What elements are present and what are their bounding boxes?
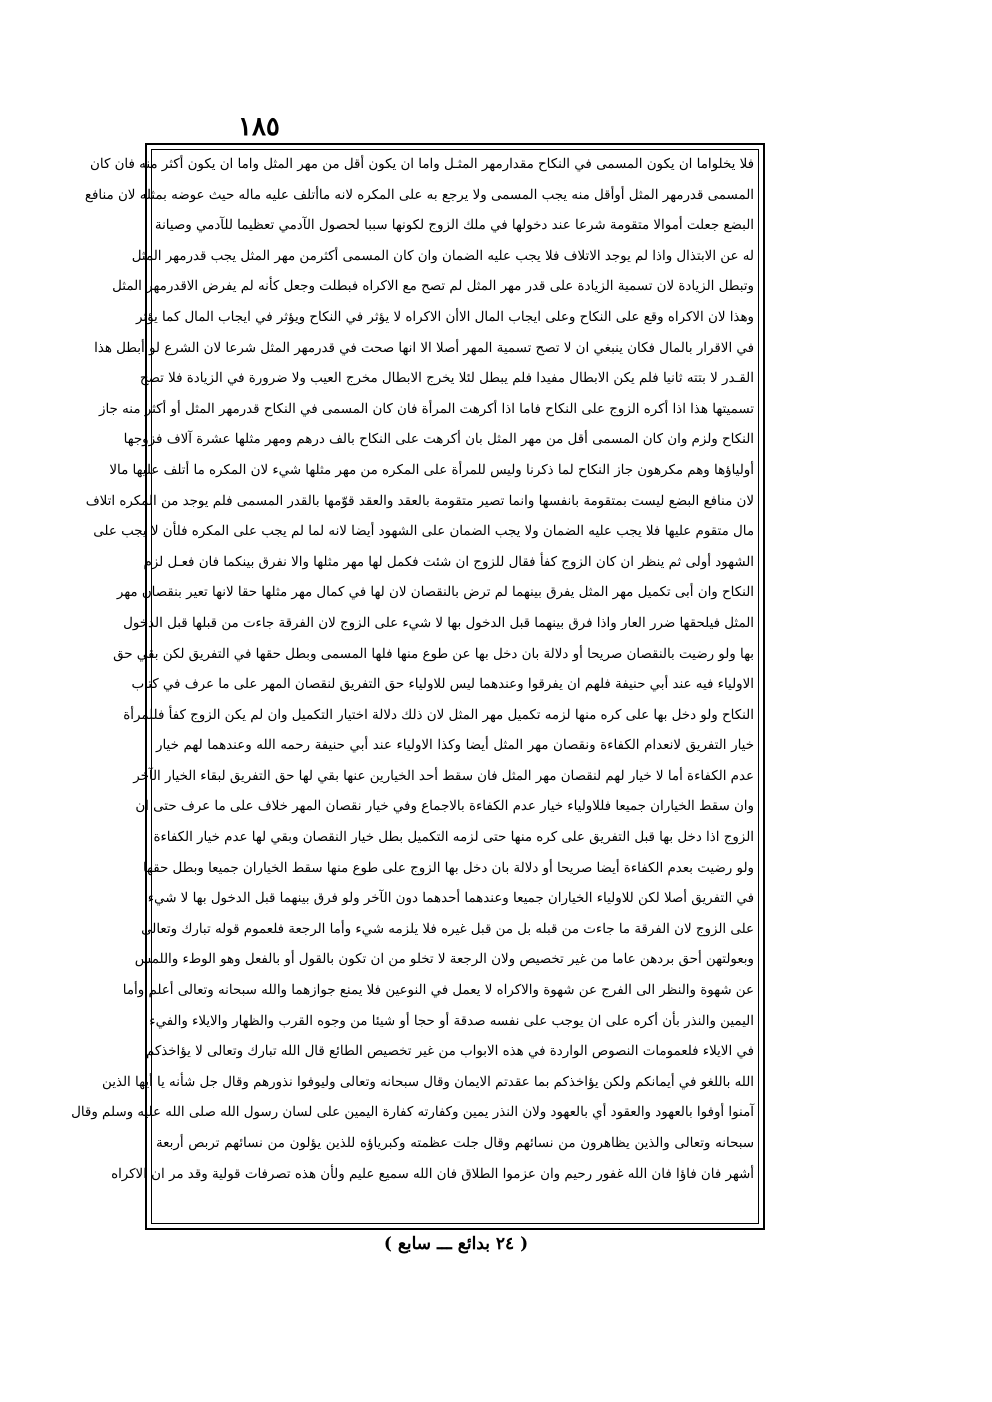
text-line: وتبطل الزيادة لان تسمية الزيادة على قدر مهر المثل لم تصح مع الاكراه فبطلت وجعل كأنه لم يفرض الاقدرمهر المثل [112, 279, 754, 295]
text-line: النكاح ولو دخل بها على كره منها لزمه تكميل مهر المثل لان ذلك دلالة اختيار التكميل وان لم يكن الزوج كفأ فللمرأة [123, 707, 754, 723]
text-line: المسمى قدرمهر المثل أوأقل منه يجب المسمى ولا يرجع به على المكره لانه ماأتلف عليه ماله حيث عوضه بمثله لان منافع [84, 187, 754, 203]
text-line: النكاح ولزم وان كان المسمى أقل من مهر المثل بان أكرهت على النكاح بالف درهم ومهر مثلها عشرة آلاف فزوجها [123, 432, 754, 448]
text-line: في التفريق أصلا لكن للاولياء الخياران جميعا وعندهما أحدهما دون الآخر ولو فرق بينهما قبل الدخول بها لا شيء [147, 891, 754, 907]
text-line: الزوج اذا دخل بها قبل التفريق على كره منها حتى لزمه التكميل بطل خيار النقصان وبقي لها عدم خيار الكفاءة [153, 830, 754, 846]
text-line: تسميتها هذا اذا أكره الزوج على النكاح فاما اذا أكرهت المرأة فان كان المسمى في النكاح قدرمهر المثل أو أكثر منه جاز [99, 401, 754, 417]
text-line: الله باللغو في أيمانكم ولكن يؤاخذكم بما عقدتم الايمان وقال سبحانه وتعالى وليوفوا نذورهم وقال جل شأنه يا أيها الذين [102, 1074, 754, 1090]
text-line: خيار التفريق لانعدام الكفاءة ونقصان مهر المثل أيضا وكذا الاولياء عند أبي حنيفة رحمه الله وعندهما لهم خيار [156, 738, 754, 754]
text-line: الشهود أولى ثم ينظر ان كان الزوج كفأ فقال للزوج ان شئت فكمل لها مهر مثلها والا نفرق بينكما فان فعـل لزم [143, 554, 754, 570]
text-line: في الاقرار بالمال فكان ينبغي ان لا تصح تسمية المهر أصلا الا انها صحت في قدرمهر المثل شرعا لان الشرع لو أبطل هذا [94, 340, 754, 356]
text-line: أولياؤها وهم مكرهون جاز النكاح لما ذكرنا وليس للمرأة على المكره من مهر مثلها شيء لان المكره ما أتلف عليها مالا [109, 462, 754, 478]
text-line: المثل فيلحقها ضرر العار واذا فرق بينهما قبل الدخول بها لا شيء على الزوج لان الفرقة جاءت من قبلها قبل الدخول [123, 615, 754, 631]
text-line: وان سقط الخياران جميعا فللاولياء خيار عدم الكفاءة بالاجماع وفي خيار نقصان المهر خلاف على ما عرف حتى ان [135, 799, 754, 815]
text-line: لان منافع البضع ليست بمتقومة بانفسها وانما تصير متقومة بالعقد والعقد قوّمها بالقدر المسمى فلم يوجد من المكره اتلاف [85, 493, 754, 509]
text-line [156, 1190, 754, 1221]
text-line: فلا يخلواما ان يكون المسمى في النكاح مقدارمهر المثـل واما ان يكون أقل من مهر المثل واما ان يكون أكثر منه فان كان [90, 157, 754, 172]
text-line: له عن الابتذال واذا لم يوجد الاتلاف فلا يجب عليه الضمان وان كان المسمى أكثرمن مهر المثل يجب قدرمهر المثل [131, 248, 754, 264]
text-line: النكاح وان أبى تكميل مهر المثل يفرق بينهما لم ترض بالنقصان لان لها في كمال مهر مثلها حقا لانها تعير بنقصان مهر [116, 585, 754, 601]
text-line: في الايلاء فلعمومات النصوص الواردة في هذه الابواب من غير تخصيص الطائع قال الله تبارك وتعالى لا يؤاخذكم [145, 1044, 754, 1060]
text-line: القـدر لا بتته ثانيا فلم يكن الابطال مفيدا فلم يبطل لئلا يخرج الابطال مخرج العيب ولا ضرورة في الزيادة فلا تصح [139, 371, 754, 387]
text-line: الاولياء فيه عند أبي حنيفة فلهم ان يفرقوا وعندهما ليس للاولياء حق التفريق لنقصان المهر على ما عرف في كتاب [131, 677, 754, 693]
page-number: ١٨٥ [238, 112, 280, 142]
text-line: آمنوا أوفوا بالعهود والعقود أي بالعهود ولان النذر يمين وكفارته كفارة اليمين على لسان رسول الله صلى الله عليه وسلم وقال [71, 1105, 754, 1121]
text-line: مال متقوم عليها فلا يجب عليه الضمان ولا يجب الضمان على الشهود أيضا لانه لما لم يجب على المكره فلأن لا يجب على [93, 524, 754, 540]
body-text [71, 150, 754, 1222]
text-line: وبعولتهن أحق بردهن عاما من غير تخصيص ولان الرجعة لا تخلو من ان تكون بالقول أو بالفعل وهو الوطء واللمس [134, 952, 754, 968]
text-line: البضع جعلت أموالا متقومة شرعا عند دخولها في ملك الزوج لكونها سببا لحصول الآدمي تعظيما للآدمي وصيانة [154, 218, 754, 234]
text-line: وهذا لان الاكراه وقع على النكاح وعلى ايجاب المال الاأن الاكراه لا يؤثر في النكاح ويؤثر في ايجاب المال كما يؤثر [135, 309, 754, 325]
text-line: أشهر فان فاؤا فان الله غفور رحيم وان عزموا الطلاق فان الله سميع عليم ولأن هذه تصرفات قولية وقد مر ان الاكراه [111, 1166, 754, 1182]
text-line: اليمين والنذر بأن أكره على ان يوجب على نفسه صدقة أو حجا أو شيئا من وجوه القرب والظهار والايلاء والفيء [149, 1013, 754, 1029]
text-line: عدم الكفاءة أما لا خيار لهم لنقصان مهر المثل فان سقط أحد الخيارين عنها بقي لها حق التفريق لبقاء الخيار الآخر [133, 768, 754, 784]
footer-signature: ( ٢٤ بدائع ـــ سابع ) [383, 1234, 529, 1254]
text-line: على الزوج لان الفرقة ما جاءت من قبله بل من قبل غيره فلا يلزمه شيء وأما الرجعة فلعموم قوله تبارك وتعالى [141, 921, 754, 937]
text-line: ولو رضيت بعدم الكفاءة أيضا صريحا أو دلالة بان دخل بها الزوج على طوع منها سقط الخياران جميعا وبطل حقها [142, 860, 754, 876]
text-line: سبحانه وتعالى والذين يظاهرون من نسائهم وقال جلت عظمته وكبرياؤه للذين يؤلون من نسائهم تربص أربعة [156, 1136, 754, 1151]
text-line: بها ولو رضيت بالنقصان صريحا أو دلالة بان دخل بها عن طوع منها فلها المسمى وبطل حقها في التفريق لكن بقي حق [113, 646, 754, 662]
text-line: عن شهوة والنظر الى الفرج عن شهوة والاكراه لا يعمل في النوعين فلا يمنع جوازهما والله سبحانه وتعالى أعلم وأما [122, 983, 754, 999]
